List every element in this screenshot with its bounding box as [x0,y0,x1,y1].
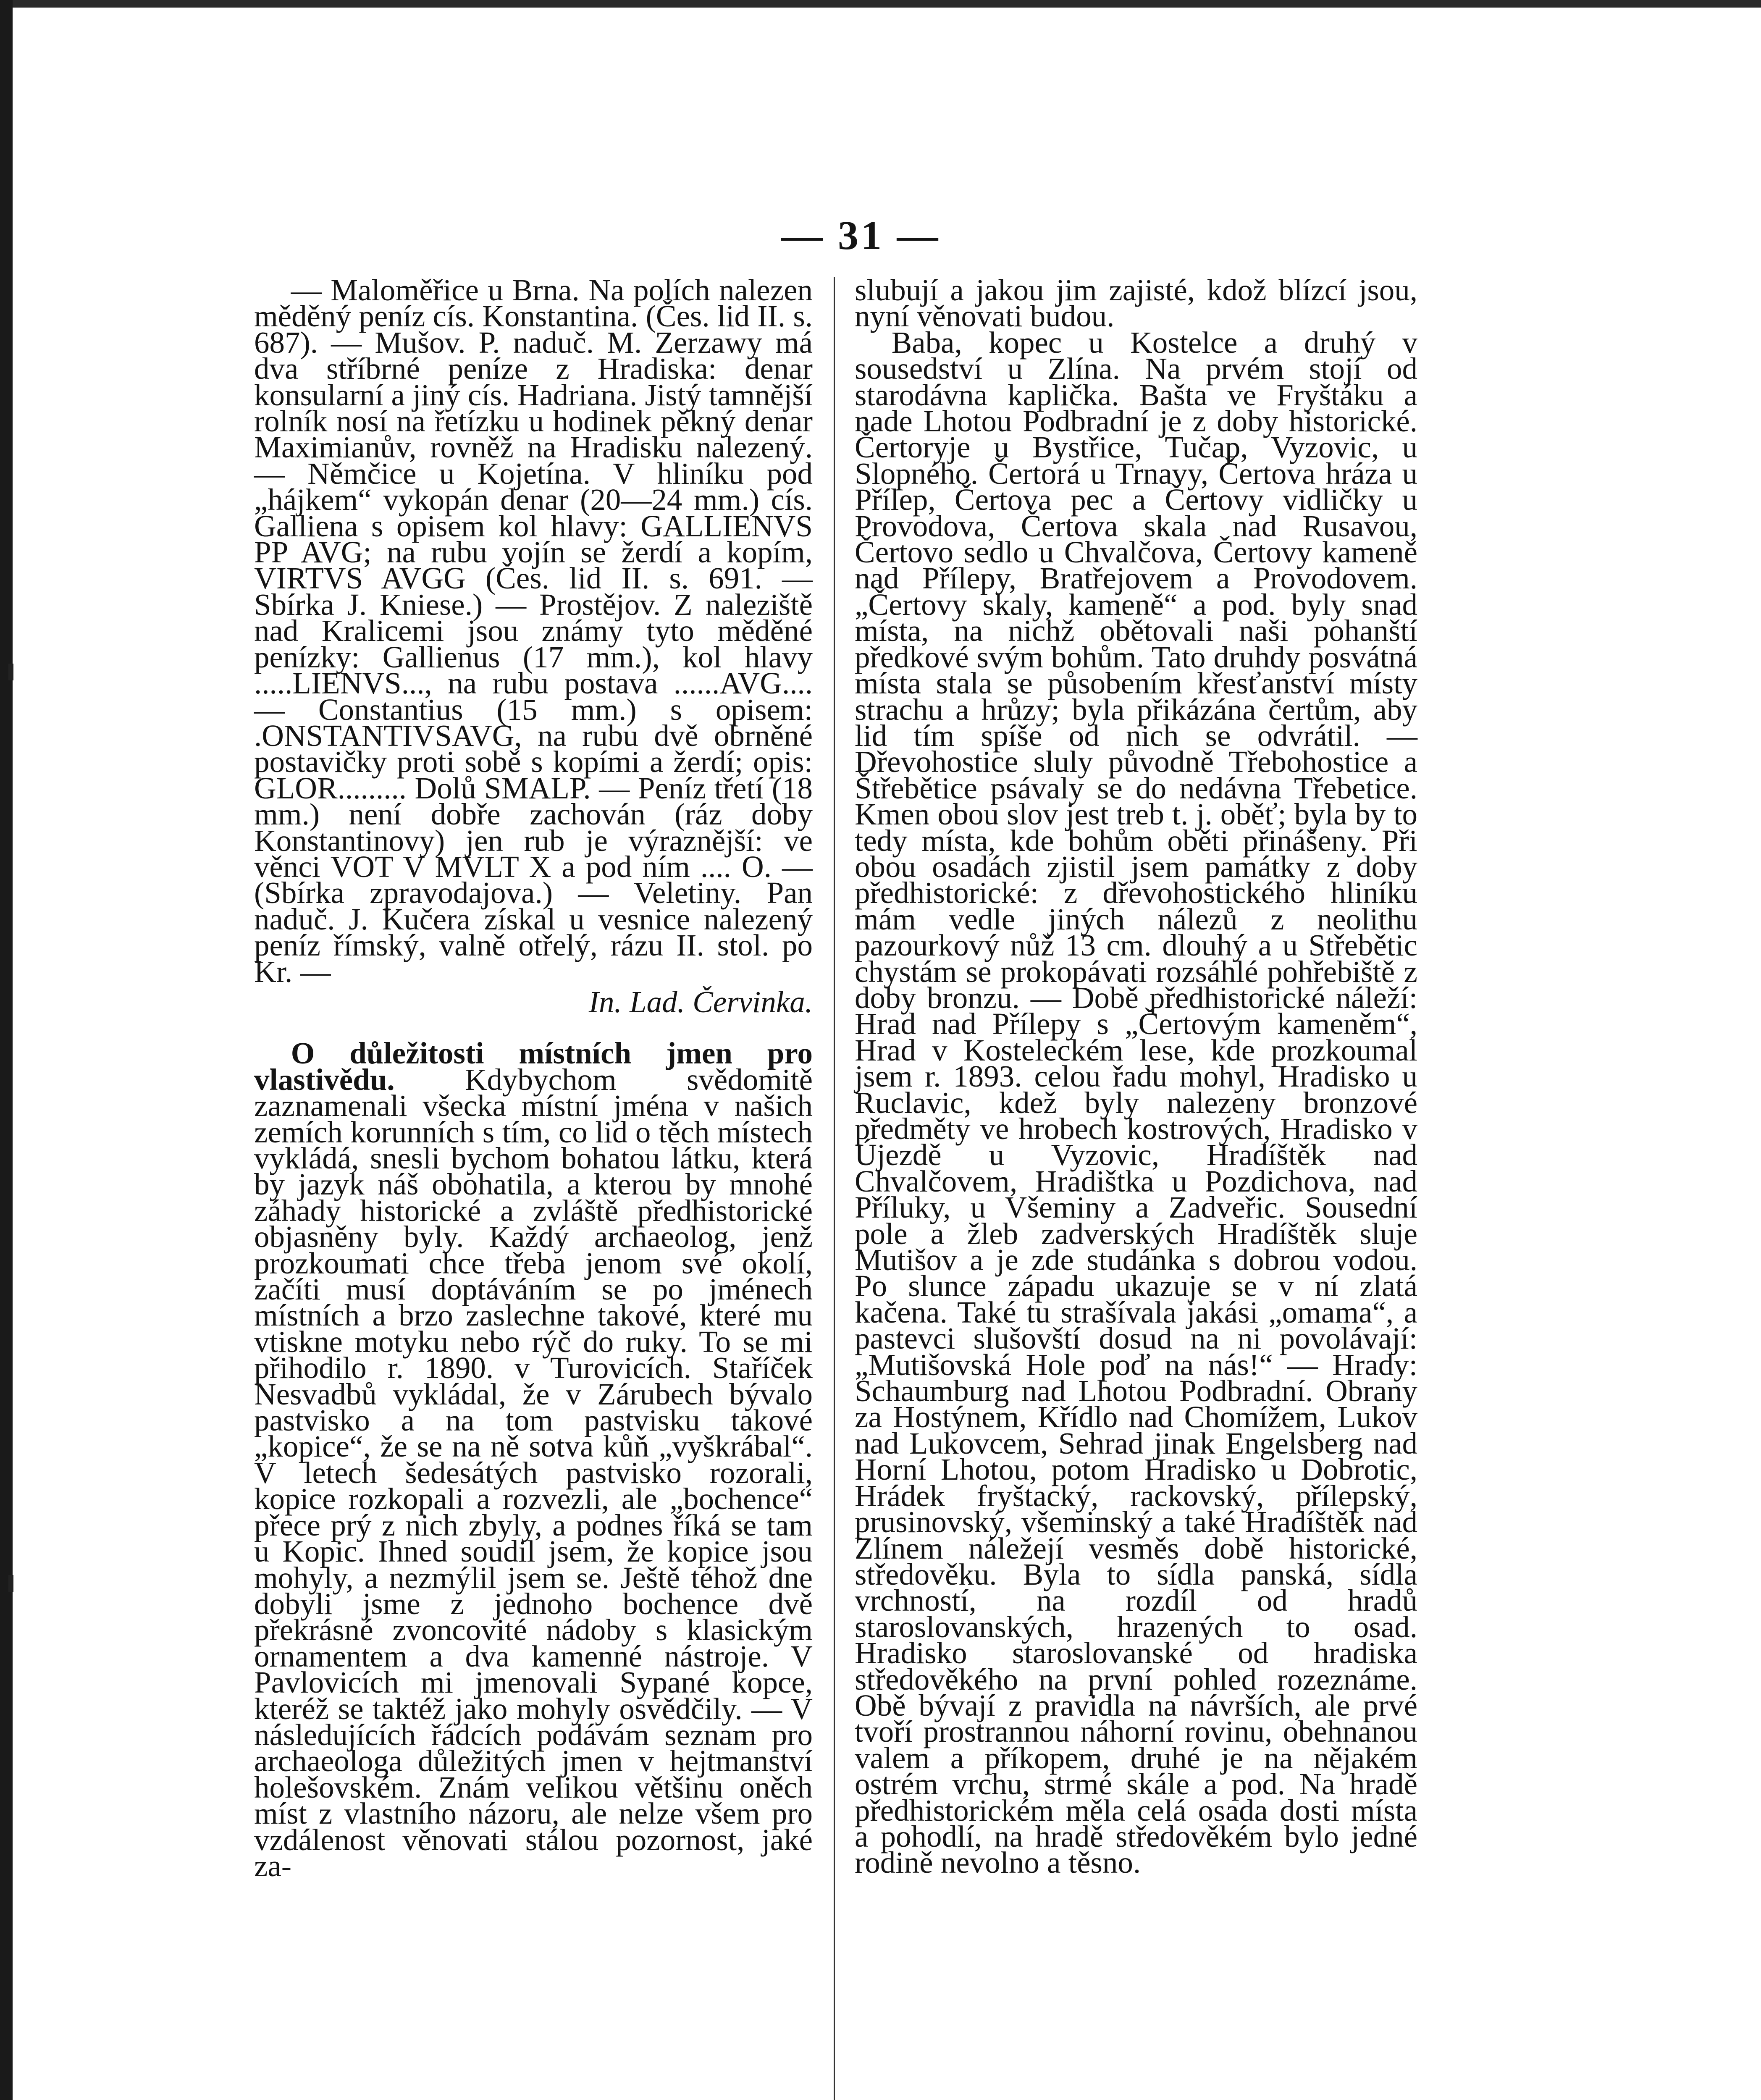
scan-mark [8,664,13,680]
right-column [855,273,1417,1880]
page-number: — 31 — [781,213,941,258]
scan-top-edge [0,0,1761,8]
scan-left-edge [0,0,13,2100]
section-body: Kdybychom svědomitě zaznamenali všecka místní jména v našich zemích korunních s tím, co lid o těch místech vykládá, snesli bychom bohatou látku, která by jazyk náš obohatila, a kterou by mnohé záhady historické a zvláště předhistorické objasněny byly. Každý archaeolog, jenž prozkoumati chce třeba jenom své okolí, začíti musí doptáváním se po jménech místních a brzo zaslechne takové, které mu vtiskne motyku nebo rýč do ruky. To se mi přihodilo r. 1890. v Turovicích. Staříček Nesvadbů vykládal, že v Zárubech bývalo pastvisko a na tom pastvisku takové „kopice“, že se na ně sotva kůň „vyškrábal“. V letech šedesátých pastvisko rozorali, kopice rozkopali a rozvezli, ale „bochence“ přece prý z nich zbyly, a podnes říká se tam u Kopic. Ihned soudil jsem, že kopice jsou mohyly, a nezmýlil jsem se. Ještě téhož dne dobyli jsme z jednoho bochence dvě překrásné zvoncovité nádoby s klasickým ornamentem a dva kamenné nástroje. V Pavlovicích mi jmenovali Sypané kopce, kteréž se taktéž jako mohyly osvědčily. — V následujících řádcích podávám seznam pro archaeologa důležitých jmen v hejtmanství holešovském. Znám velikou většinu oněch míst z vlastního názoru, ale nelze všem pro vzdálenost věnovati stálou pozornost, jaké za- [254,1062,813,1883]
right-paragraph-place-list: Baba, kopec u Kostelce a druhý v sousedství u Zlína. Na prvém stojí od starodávna kaplička. Bašta ve Fryštáku a nade Lhotou Podbradní je z doby historické. Čertoryje u Bystřice, Tučap, Vyzovic, u Slopného. Čertorá u Trnavy, Čertova hráza u Přílep, Čertova pec a Čertovy vidličky u Provodova, Čertova skala nad Rusavou, Čertovo sedlo u Chvalčova, Čertovy kameně nad Přílepy, Bratřejovem a Provodovem. „Čertovy skaly, kameně“ a pod. byly snad místa, na nichž obětovali naši pohanští předkové svým bohům. Tato druhdy posvátná místa stala se působením křesťanství místy strachu a hrůzy; byla přikázána čertům, aby lid tím spíše od nich se odvrátil. — Dřevohostice sluly původně Třebohostice a Štřebětice psávaly se do nedávna Třebetice. Kmen obou slov jest treb t. j. oběť; byla by to tedy místa, kde bohům oběti přinášeny. Při obou osadách zjistil jsem památky z doby předhistorické: z dřevohostického hliníku mám vedle jiných nálezů z neolithu pazourkový nůž 13 cm. dlouhý a u Střebětic chystám se prokopávati rozsáhlé pohřebiště z doby bronzu. — Době předhistorické náleží: Hrad nad Přílepy s „Čertovým kameněm“, Hrad v Kosteleckém lese, kde prozkoumal jsem r. 1893. celou řadu mohyl, Hradisko u Ruclavic, kdež byly nalezeny bronzové předměty ve hrobech kostrových, Hradisko v Újezdě u Vyzovic, Hradíštěk nad Chvalčovem, Hradištka u Pozdichova, nad Příluky, u Všeminy a Zadveřic. Sousední pole a žleb zadverských Hradíštěk sluje Mutišov a je zde studánka s dobrou vodou. Po slunce západu ukazuje se v ní zlatá kačena. Také tu strašívala jakási „omama“, a pastevci slušovští dosud na ni povolávají: „Mutišovská Hole poď na nás!“ — Hrady: Schaumburg nad Lhotou Podbradní. Obrany za Hostýnem, Křídlo nad Chomížem, Lukov nad Lukovcem, Sehrad jinak Engelsberg nad Horní Lhotou, potom Hradisko u Dobrotic, Hrádek fryštacký, rackovský, přílepský, prusinovský, všeminský a také Hradíštěk nad Zlínem náležejí vesměs době historické, středověku. Byla to sídla panská, sídla vrchností, na rozdíl od hradů staroslovanských, hrazených to osad. Hradisko staroslovanské od hradiska středověkého na první pohled rozeznáme. Obě bývají z pravidla na návrších, ale prvé tvoří prostrannou náhorní rovinu, obehnanou valem a příkopem, druhé je na nějakém ostrém vrchu, strmé skále a pod. Na hradě předhistorickém měla celá osada dosti místa a pohodlí, na hradě středověkém bylo jedné rodině nevolno a těsno. [855,325,1417,1880]
left-column [254,273,813,1883]
section-title: O důležitosti místních jmen pro vlastivědu. [254,1036,813,1097]
column-divider [834,277,835,2100]
right-paragraph-continuation: slubují a jakou jim zajisté, kdož blízcí jsou, nyní věnovati budou. [855,273,1417,333]
left-paragraph-coins: — Maloměřice u Brna. Na polích nalezen měděný peníz cís. Konstantina. (Čes. lid II. s. 687). — Mušov. P. naduč. M. Zerzawy má dva stříbrné peníze z Hradiska: denar konsularní a jiný cís. Hadriana. Jistý tamnější rolník nosí na řetízku u hodinek pěkný denar Maximianův, rovněž na Hradisku nalezený. — Němčice u Kojetína. V hliníku pod „hájkem“ vykopán denar (20—24 mm.) cís. Galliena s opisem kol hlavy: GALLIENVS PP AVG; na rubu vojín se žerdí a kopím, VIRTVS AVGG (Čes. lid II. s. 691. — Sbírka J. Kniese.) — Prostějov. Z naleziště nad Kralicemi jsou známy tyto měděné penízky: Gallienus (17 mm.), kol hlavy .....LIENVS..., na rubu postava ......AVG.... — Constantius (15 mm.) s opisem: .ONSTANTIVSAVG, na rubu dvě obrněné postavičky proti sobě s kopími a žerdí; opis: GLOR......... Dolů SMALP. — Peníz třetí (18 mm.) není dobře zachován (ráz doby Konstantinovy) jen rub je výraznější: ve věnci VOT V MVLT X a pod ním .... O. — (Sbírka zpravodajova.) — Veletiny. Pan naduč. J. Kučera získal u vesnice nalezený peníz římský, valně otřelý, rázu II. stol. po Kr. — [254,273,813,989]
scan-mark [8,1575,13,1592]
left-paragraph-place-names [254,1036,813,1883]
author-signature: In. Lad. Červinka. [588,984,813,1019]
